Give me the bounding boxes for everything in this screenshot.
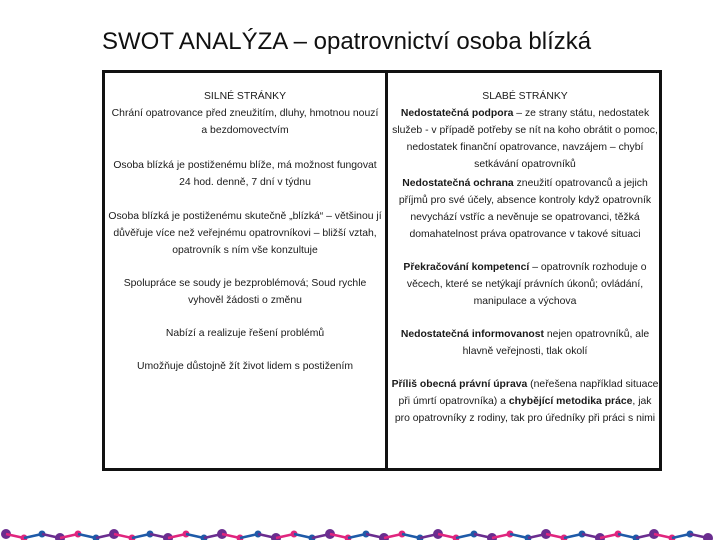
strengths-column [108, 88, 382, 375]
weakness-term: chybějící metodika práce [508, 396, 633, 407]
page-title: SWOT ANALÝZA – opatrovnictví osoba blízká [102, 28, 592, 55]
weakness-text: (neřešena například situace při úmrtí opatrovníka) a [398, 379, 659, 407]
weakness-text: nejen opatrovníků, ale hlavně veřejnosti, tlak okolí [462, 329, 650, 357]
strength-item: Spolupráce se soudy je bezproblémová; Soud rychle vyhověl žádosti o změnu [123, 278, 367, 306]
decorative-bottom-pattern [0, 526, 720, 540]
weakness-text: – opatrovník rozhoduje o věcech, které se netýkají právních úkonů; ovládání, manipulace a výchova [406, 262, 647, 307]
column-divider [385, 70, 388, 471]
weakness-item [390, 259, 660, 310]
weakness-term: Nedostatečná podpora [400, 108, 514, 119]
weakness-item [390, 175, 660, 243]
weakness-text: , jak pro opatrovníky z rodiny, tak pro úředníky při práci s nimi [394, 396, 656, 424]
weaknesses-column [390, 88, 660, 427]
weakness-term: Příliš obecná právní úprava [391, 379, 528, 390]
strength-item: Umožňuje důstojně žít život lidem s postižením [137, 361, 353, 372]
weaknesses-heading: SLABÉ STRÁNKY [482, 91, 568, 102]
strength-item: Osoba blízká je postiženému blíže, má možnost fungovat 24 hod. denně, 7 dní v týdnu [113, 160, 377, 188]
strengths-heading: SILNÉ STRÁNKY [204, 91, 286, 102]
weakness-term: Nedostatečná informovanost [400, 329, 545, 340]
weakness-text: – ze strany státu, nedostatek služeb - v případě potřeby se nít na koho obrátit o pomoc, nedostatek finanční opatrovance, navzájem – chybí setkávání opatrovníků [392, 108, 658, 170]
weakness-term: Překračování kompetencí [403, 262, 530, 273]
pattern-dot [703, 533, 713, 540]
weakness-text: zneužití opatrovanců a jejich příjmů pro své účely, absence kontroly když opatrovník nevychází vstříc a nevěnuje se opatrovanci, těžká domahatelnost práva opatrovance v takové situaci [398, 178, 652, 240]
weakness-item [390, 105, 660, 173]
strength-item: Osoba blízká je postiženému skutečně „blízká“ – většinou jí důvěřuje více než veřejnému opatrovníkovi – bližší vztah, opatrovník s ním vše konzultuje [108, 211, 382, 256]
weakness-item [390, 376, 660, 427]
weakness-term: Nedostatečná ochrana [402, 178, 514, 189]
strength-item: Nabízí a realizuje řešení problémů [165, 328, 325, 339]
weakness-item [390, 326, 660, 360]
strength-item: Chrání opatrovance před zneužitím, dluhy, hmotnou nouzí a bezdomovectvím [111, 108, 379, 136]
